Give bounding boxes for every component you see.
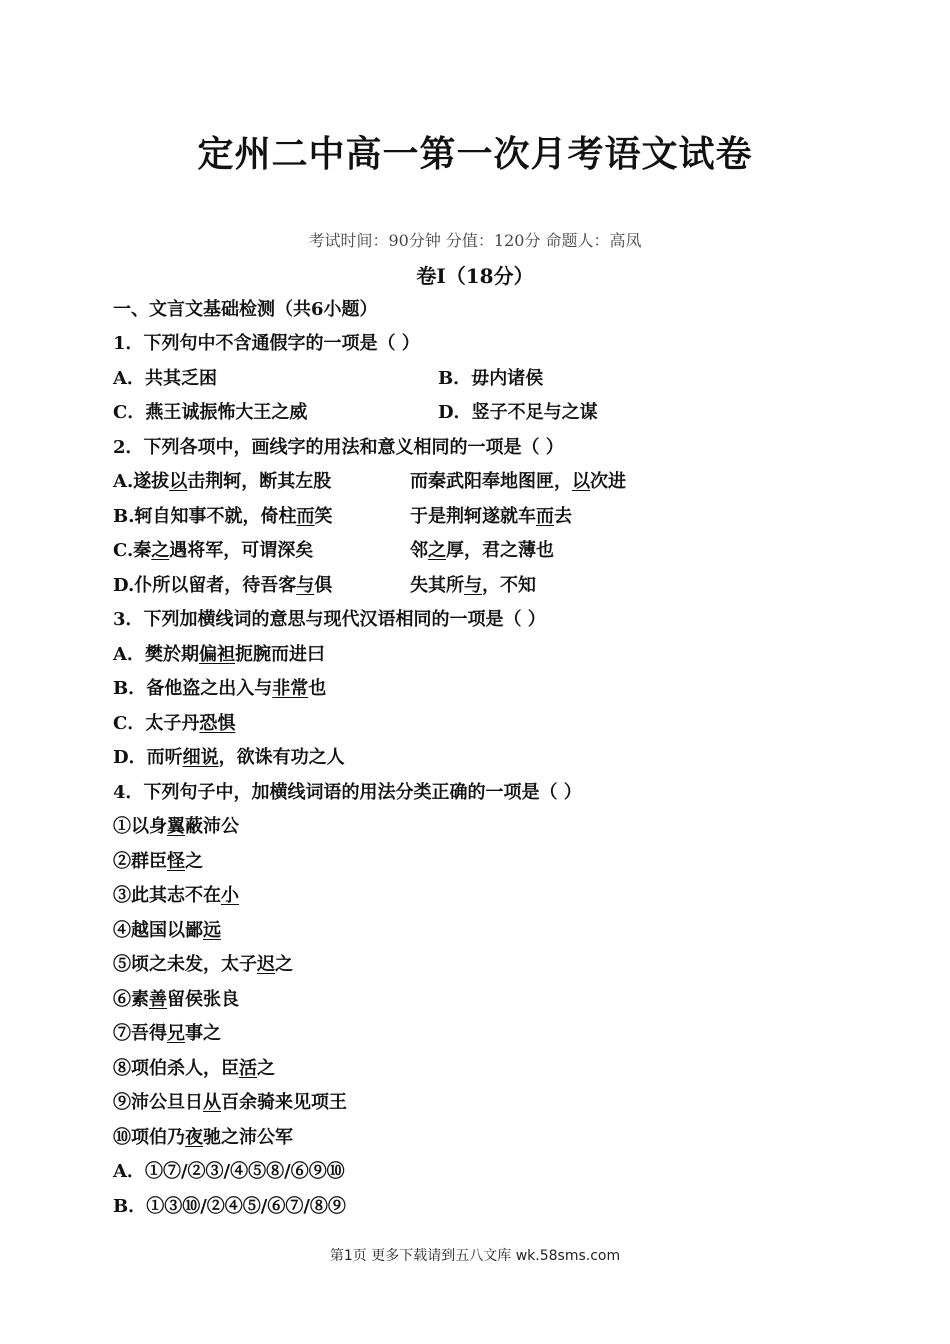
question-1-stem: 1．下列句中不含通假字的一项是（ ） [113, 333, 420, 354]
section-heading: 一、文言文基础检测（共6小题） [113, 299, 378, 320]
question-4-stem: 4．下列句子中，加横线词语的用法分类正确的一项是（ ） [113, 782, 582, 803]
part-heading: 卷Ⅰ（18分） [416, 264, 534, 288]
question-4-item: ④越国以鄙远 [113, 920, 221, 941]
question-3-stem: 3．下列加横线词的意思与现代汉语相同的一项是（ ） [113, 609, 546, 630]
question-4-item: ②群臣怪之 [113, 851, 203, 872]
question-2-row-c: C.秦之遇将军，可谓深矣 邻之厚，君之薄也 [113, 540, 554, 561]
question-4-item: ⑨沛公旦日从百余骑来见项王 [113, 1092, 347, 1113]
page-footer: 第1页 更多下载请到五八文库 wk.58sms.com [329, 1248, 621, 1264]
question-4-item: ①以身翼蔽沛公 [113, 816, 239, 837]
question-4-option-b: B．①③⑩/②④⑤/⑥⑦/⑧⑨ [113, 1196, 346, 1217]
question-2-row-b: B.轲自知事不就，倚柱而笑 于是荆轲遂就车而去 [113, 506, 572, 527]
question-4-option-a: A．①⑦/②③/④⑤⑧/⑥⑨⑩ [113, 1161, 345, 1182]
question-1-option-a: A．共其乏困 [113, 368, 217, 389]
question-4-item: ⑩项伯乃夜驰之沛公军 [113, 1127, 293, 1148]
question-3-option-a: A．樊於期偏袒扼腕而进曰 [113, 644, 325, 665]
question-4-item: ⑤顷之未发，太子迟之 [113, 954, 293, 975]
question-1-option-d: D．竖子不足与之谋 [438, 402, 598, 423]
question-4-item: ③此其志不在小 [113, 885, 239, 906]
question-2-stem: 2．下列各项中，画线字的用法和意义相同的一项是（ ） [113, 437, 564, 458]
question-3-option-d: D．而听细说，欲诛有功之人 [113, 747, 345, 768]
question-1-option-b: B．毋内诸侯 [438, 368, 544, 389]
exam-info: 考试时间：90分钟 分值：120分 命题人：高凤 [308, 231, 642, 250]
question-4-item: ⑧项伯杀人，臣活之 [113, 1058, 275, 1079]
question-2-row-a: A.遂拔以击荆轲，断其左股 而秦武阳奉地图匣，以次进 [113, 471, 626, 492]
question-3-option-c: C．太子丹恐惧 [113, 713, 236, 734]
page-title: 定州二中高一第一次月考语文试卷 [197, 134, 753, 175]
question-2-row-d: D.仆所以留者，待吾客与俱 失其所与，不知 [113, 575, 536, 596]
question-3-option-b: B．备他盗之出入与非常也 [113, 678, 327, 699]
question-1-option-c: C．燕王诚振怖大王之威 [113, 402, 308, 423]
question-4-item: ⑥素善留侯张良 [113, 989, 239, 1010]
question-4-item: ⑦吾得兄事之 [113, 1023, 221, 1044]
